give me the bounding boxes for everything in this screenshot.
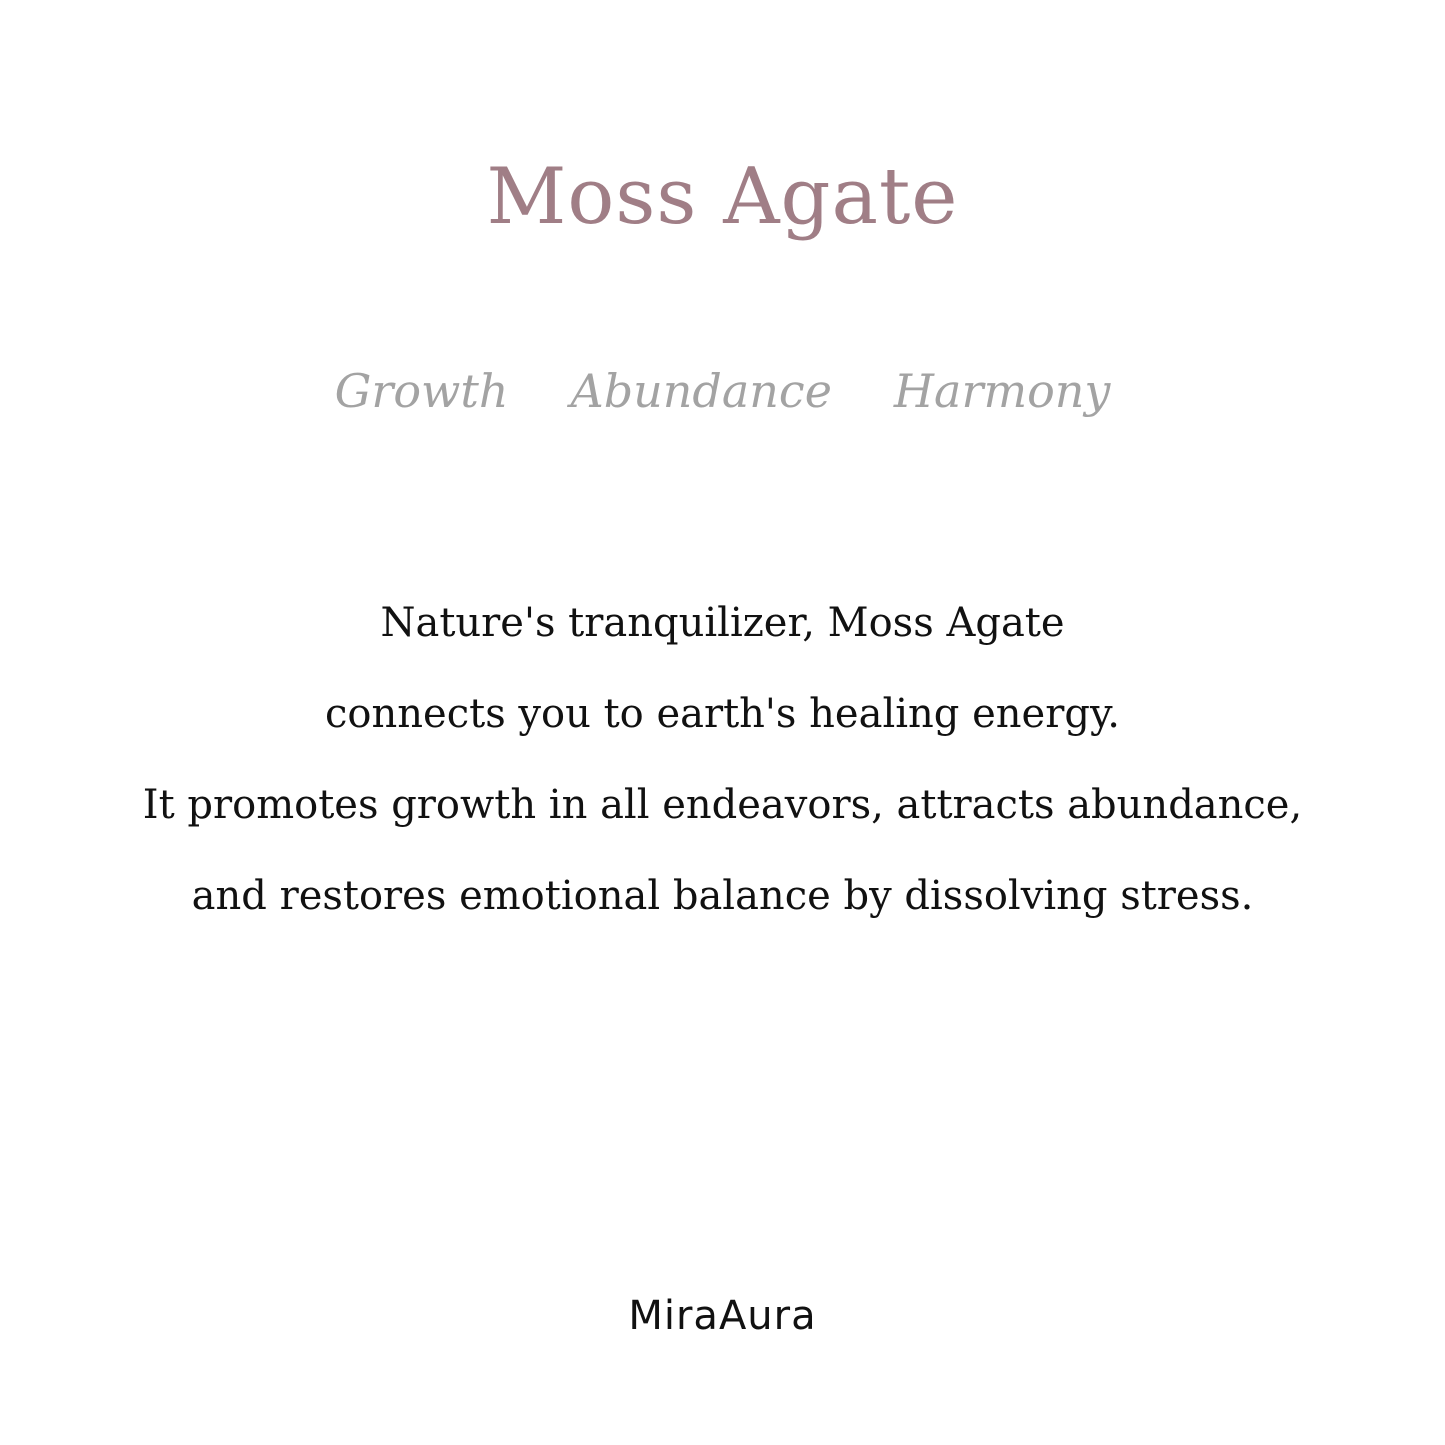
description [40, 578, 1405, 942]
description-line: It promotes growth in all endeavors, attracts abundance, [142, 782, 1303, 828]
keyword-growth: Growth [334, 364, 509, 418]
page-title: Moss Agate [486, 152, 959, 242]
keyword-harmony: Harmony [893, 364, 1111, 418]
description-line: Nature's tranquilizer, Moss Agate [380, 600, 1065, 646]
keyword-abundance: Abundance [570, 364, 832, 418]
brand-logo: MiraAura [628, 1293, 817, 1339]
keyword-list [0, 364, 1445, 418]
description-line: connects you to earth's healing energy. [325, 691, 1120, 737]
description-line: and restores emotional balance by dissolving stress. [191, 873, 1254, 919]
